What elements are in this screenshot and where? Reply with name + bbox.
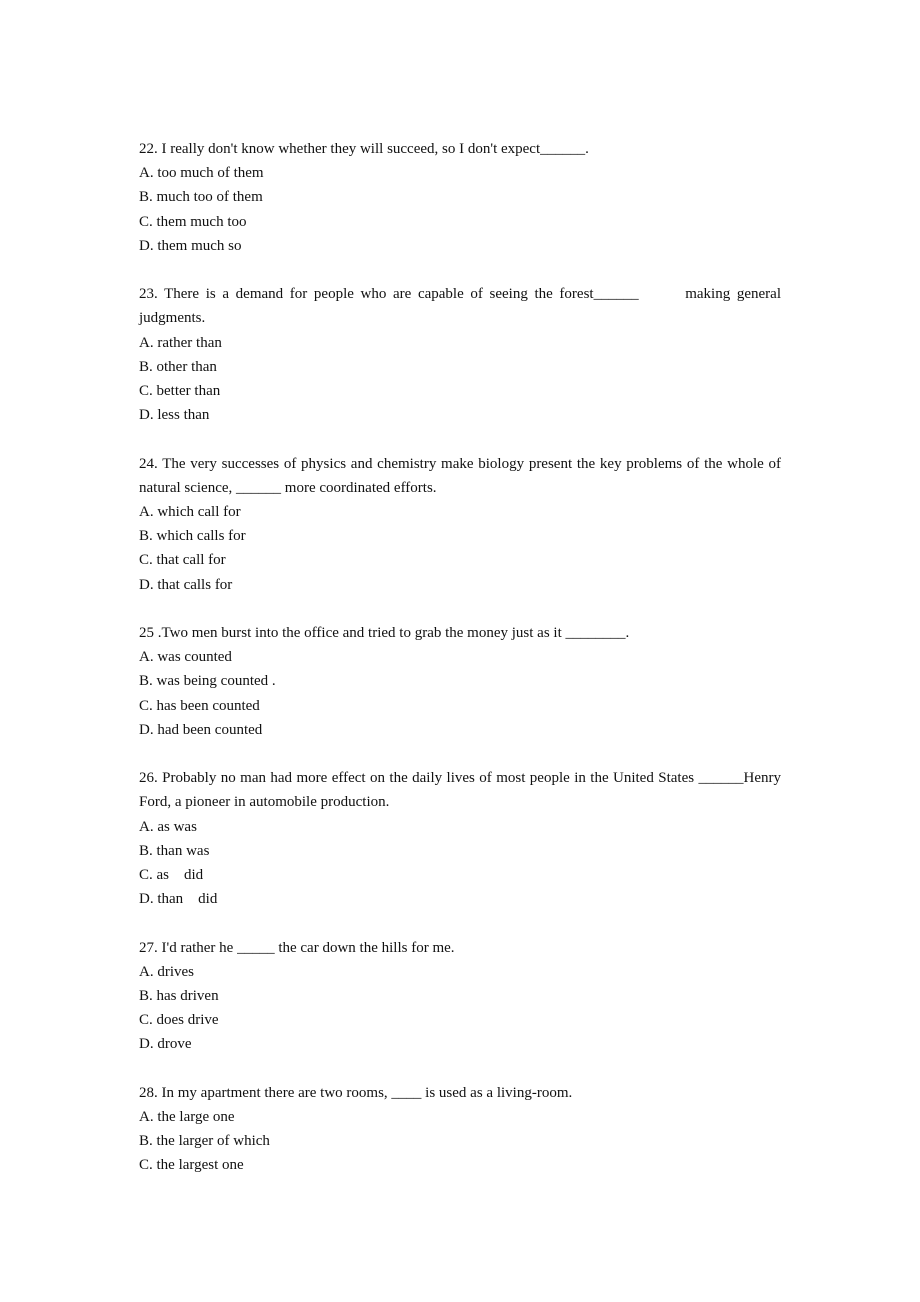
option-c: C. does drive xyxy=(139,1012,219,1029)
question-stem: 28. In my apartment there are two rooms, ____ is used as a living-room. xyxy=(139,1084,573,1101)
question-26 xyxy=(139,766,781,911)
option-c: C. has been counted xyxy=(139,697,260,714)
question-23 xyxy=(139,282,781,427)
option-c: C. better than xyxy=(139,383,221,400)
option-d: D. them much so xyxy=(139,237,242,254)
question-stem xyxy=(139,282,781,330)
option-b: B. has driven xyxy=(139,988,219,1005)
option-c: C. the largest one xyxy=(139,1157,244,1174)
question-stem: 22. I really don't know whether they will succeed, so I don't expect______. xyxy=(139,141,589,157)
question-27 xyxy=(139,936,781,1057)
option-c: C. as did xyxy=(139,867,204,884)
option-d: D. less than xyxy=(139,407,210,424)
question-stem: 26. Probably no man had more effect on the daily lives of most people in the United States ______Henry Ford, a pioneer in automobile production. xyxy=(139,770,781,811)
option-a: A. rather than xyxy=(139,334,222,351)
option-b: B. other than xyxy=(139,358,217,375)
question-stem: 25 .Two men burst into the office and tried to grab the money just as it ________. xyxy=(139,625,630,642)
option-a: A. was counted xyxy=(139,649,232,666)
question-spacer xyxy=(139,911,781,935)
option-b: B. was being counted . xyxy=(139,673,276,690)
option-d: D. than did xyxy=(139,891,218,908)
option-a: A. the large one xyxy=(139,1109,235,1126)
question-spacer xyxy=(139,427,781,451)
option-d: D. had been counted xyxy=(139,721,263,738)
question-spacer xyxy=(139,258,781,282)
question-22 xyxy=(139,137,781,258)
option-b: B. than was xyxy=(139,842,210,859)
option-c: C. them much too xyxy=(139,213,247,230)
option-b: B. the larger of which xyxy=(139,1133,270,1150)
question-28 xyxy=(139,1081,781,1178)
question-24 xyxy=(139,452,781,597)
exam-page xyxy=(139,137,781,1178)
option-a: A. too much of them xyxy=(139,165,264,182)
question-stem-part1: 23. There is a demand for people who are capable of seeing the forest______ xyxy=(139,286,639,303)
option-d: D. drove xyxy=(139,1036,192,1053)
option-a: A. which call for xyxy=(139,504,241,521)
question-stem: 27. I'd rather he _____ the car down the hills for me. xyxy=(139,939,455,956)
option-d: D. that calls for xyxy=(139,576,233,593)
option-b: B. which calls for xyxy=(139,528,246,545)
option-c: C. that call for xyxy=(139,552,226,569)
option-a: A. as was xyxy=(139,818,197,835)
question-25 xyxy=(139,621,781,742)
question-spacer xyxy=(139,1057,781,1081)
question-spacer xyxy=(139,597,781,621)
question-spacer xyxy=(139,742,781,766)
option-b: B. much too of them xyxy=(139,189,263,206)
question-stem-part2: making general judgments. xyxy=(139,286,781,327)
question-stem: 24. The very successes of physics and chemistry make biology present the key problems of the whole of natural science, ______ more coordinated efforts. xyxy=(139,455,781,496)
option-a: A. drives xyxy=(139,963,194,980)
